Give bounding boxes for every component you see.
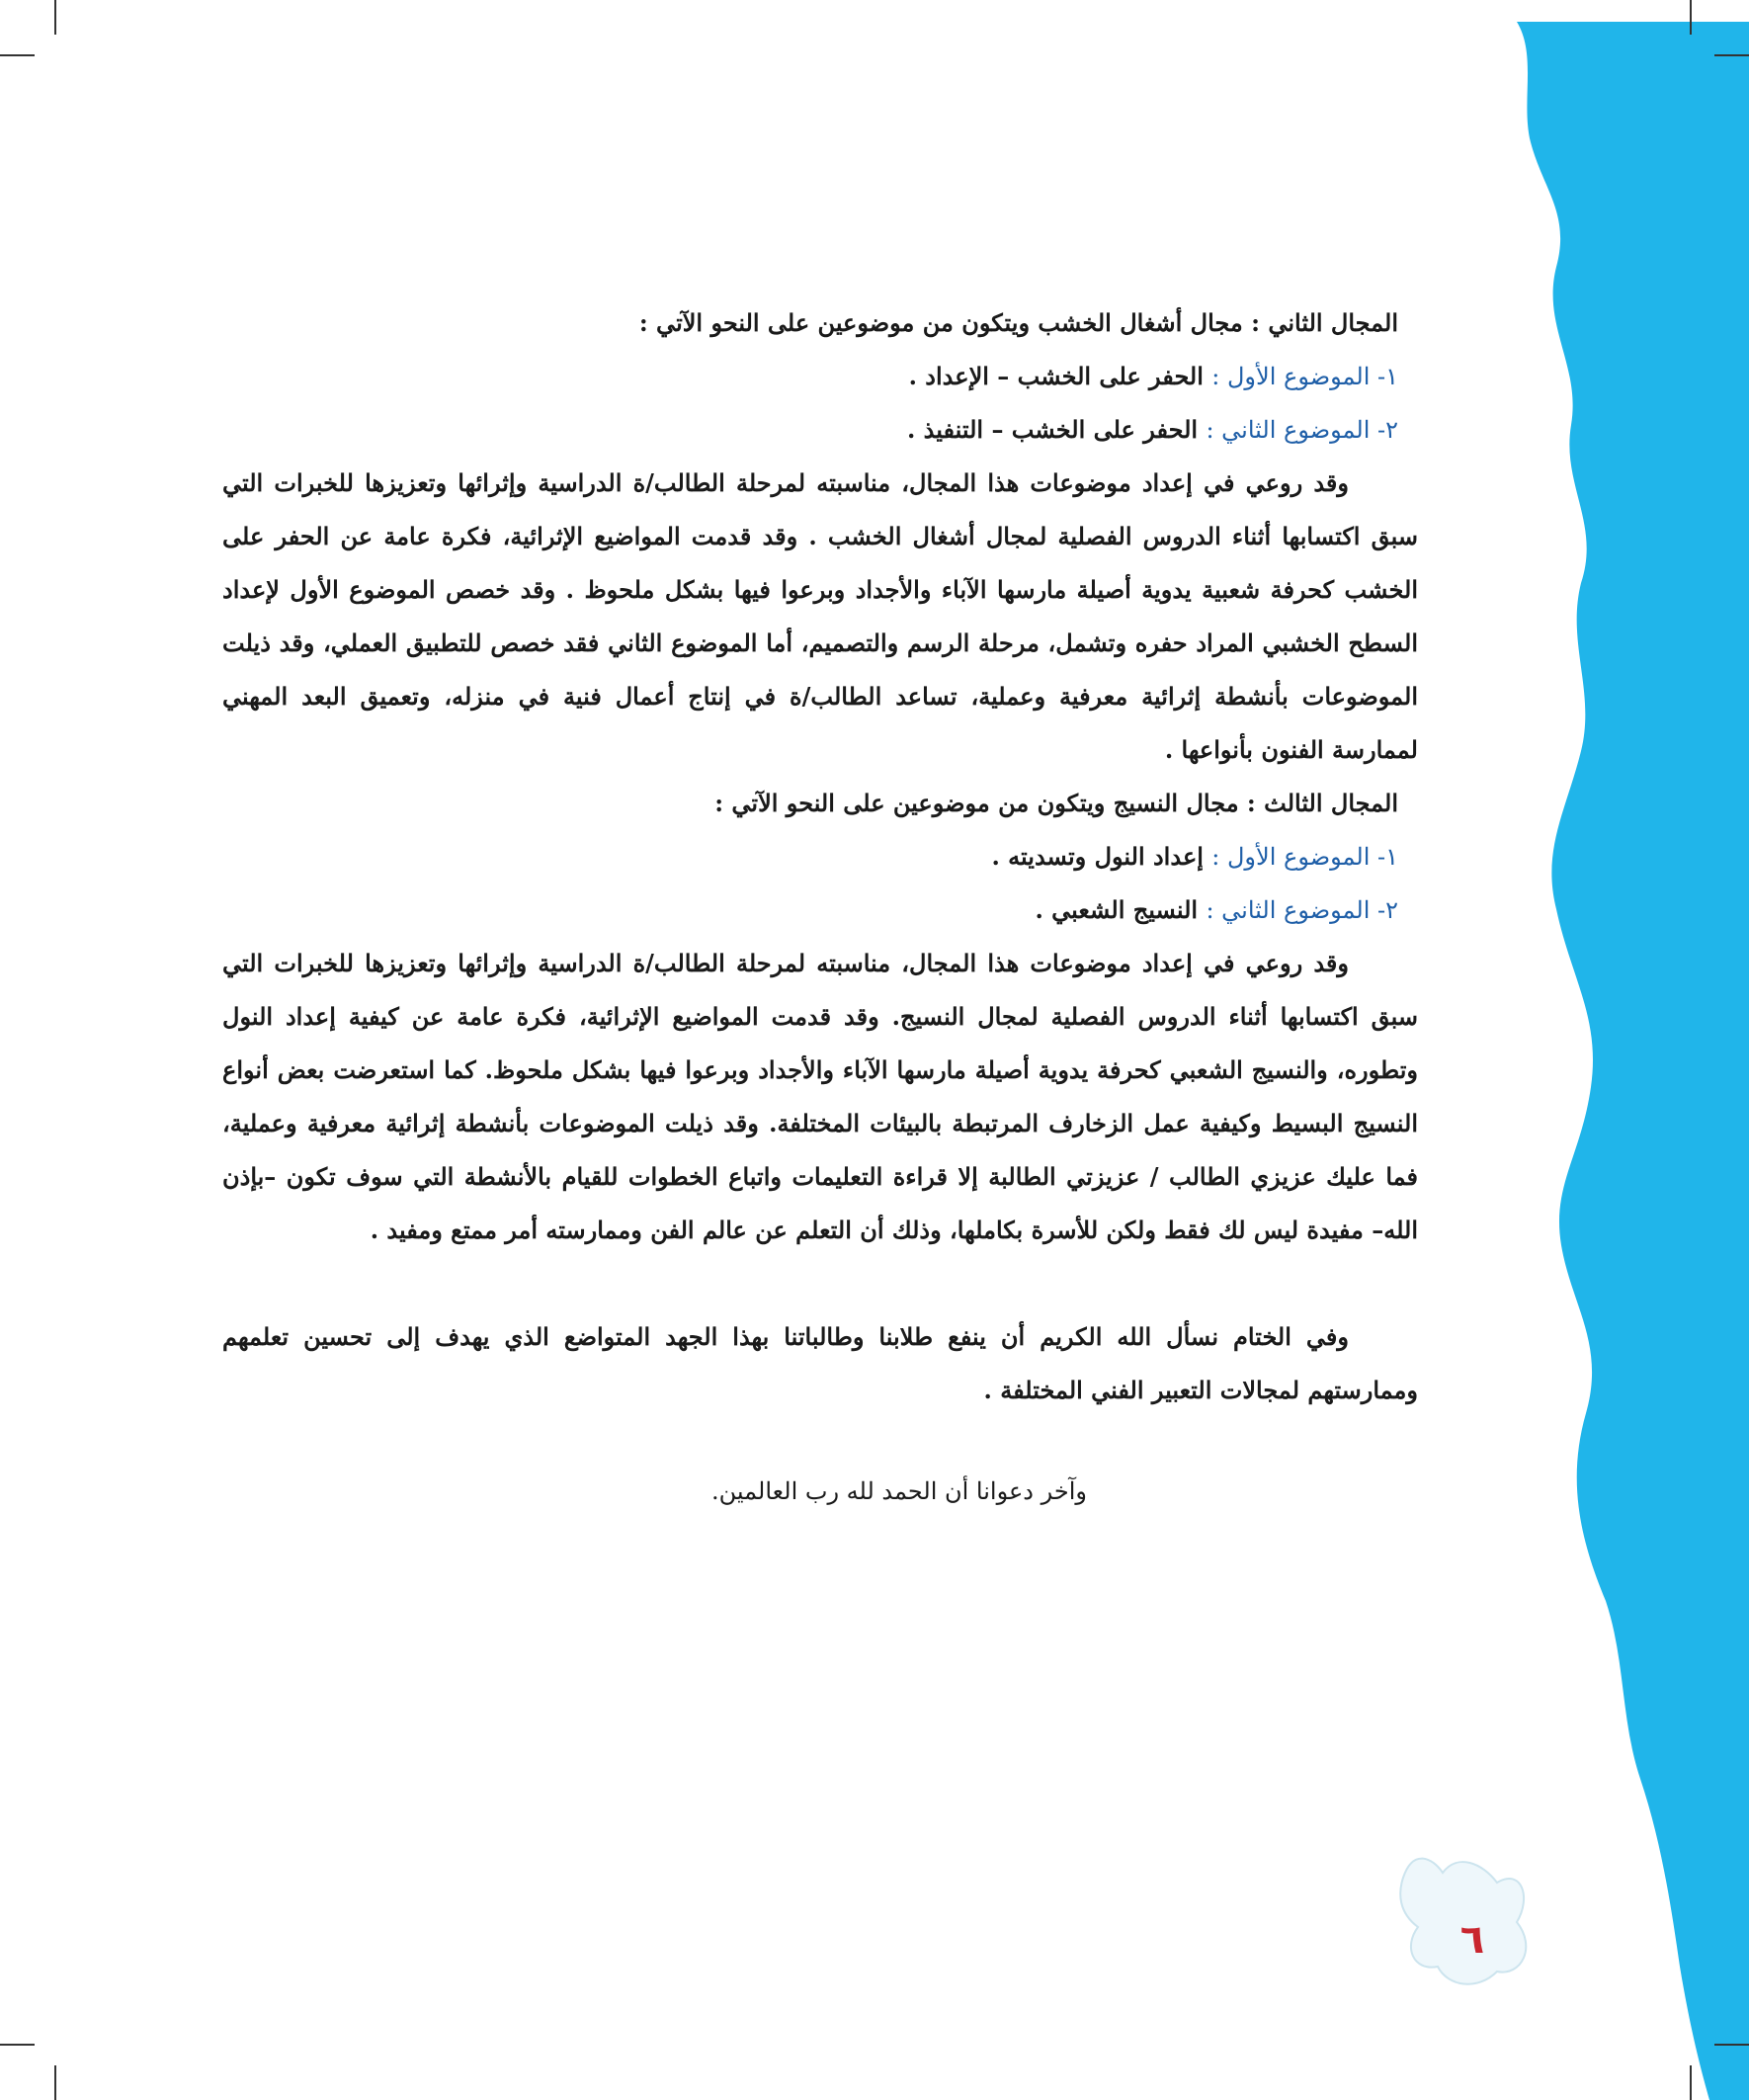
wood-section-intro: المجال الثاني : مجال أشغال الخشب ويتكون من موضوعين على النحو الآتي : <box>638 308 1398 337</box>
weaving-section-intro: المجال الثالث : مجال النسيج ويتكون من موضوعين على النحو الآتي : <box>714 789 1398 817</box>
crop-mark <box>1714 2044 1749 2046</box>
topic-label: ٢- الموضوع الثاني : <box>1206 896 1398 924</box>
topic-text: إعداد النول وتسديته . <box>991 842 1212 871</box>
page-number: ٦ <box>1459 1917 1485 1963</box>
topic-label: ١- الموضوع الأول : <box>1211 363 1398 390</box>
wood-topic-1 <box>222 350 1418 403</box>
crop-mark <box>1690 2065 1692 2100</box>
crop-mark <box>1690 0 1692 35</box>
topic-text: الحفر على الخشب – الإعداد . <box>908 362 1212 390</box>
wood-topic-2 <box>222 403 1418 457</box>
crop-mark <box>54 0 56 35</box>
topic-label: ٢- الموضوع الثاني : <box>1206 416 1398 444</box>
wood-section-paragraph: وقد روعي في إعداد موضوعات هذا المجال، مناسبته لمرحلة الطالب/ة الدراسية وإثرائها وتعزيزها للخبرات التي سبق اكتسابها أثناء الدروس الفصلية لمجال أشغال الخشب . وقد قدمت المواضيع الإثرائية، فكرة عامة عن الحفر على الخشب كحرفة شعبية يدوية أصيلة مارسها الآباء والأجداد وبرعوا فيها بشكل ملحوظ . وقد خصص الموضوع الأول لإعداد السطح الخشبي المراد حفره وتشمل، مرحلة الرسم والتصميم، أما الموضوع الثاني فقد خصص للتطبيق العملي، وقد ذيلت الموضوعات بأنشطة إثرائية معرفية وعملية، تساعد الطالب/ة في إنتاج أعمال فنية في منزله، وتعميق البعد المهني لممارسة الفنون بأنواعها . <box>222 468 1418 764</box>
page-content <box>222 296 1418 1518</box>
crop-mark <box>1714 54 1749 56</box>
weaving-topic-2 <box>222 883 1418 937</box>
weaving-topic-1 <box>222 830 1418 883</box>
blue-edge-decoration <box>1517 22 1749 2100</box>
crop-mark <box>0 54 35 56</box>
topic-text: النسيج الشعبي . <box>1035 895 1207 924</box>
spacer <box>222 1257 1418 1310</box>
weaving-section-paragraph: وقد روعي في إعداد موضوعات هذا المجال، مناسبته لمرحلة الطالب/ة الدراسية وإثرائها وتعزيزها للخبرات التي سبق اكتسابها أثناء الدروس الفصلية لمجال النسيج. وقد قدمت المواضيع الإثرائية، فكرة عامة عن كيفية إعداد النول وتطوره، والنسيج الشعبي كحرفة يدوية أصيلة مارسها الآباء والأجداد وبرعوا فيها بشكل ملحوظ. كما استعرضت بعض أنواع النسيج البسيط وكيفية عمل الزخارف المرتبطة بالبيئات المختلفة. وقد ذيلت الموضوعات بأنشطة إثرائية معرفية وعملية، فما عليك عزيزي الطالب / عزيزتي الطالبة إلا قراءة التعليمات واتباع الخطوات للقيام بالأنشطة التي سوف تكون –بإذن الله– مفيدة ليس لك فقط ولكن للأسرة بكاملها، وذلك أن التعلم عن عالم الفن وممارسته أمر ممتع ومفيد . <box>222 949 1418 1244</box>
crop-mark <box>0 2044 35 2046</box>
topic-text: الحفر على الخشب – التنفيذ . <box>906 415 1207 444</box>
topic-label: ١- الموضوع الأول : <box>1211 843 1398 871</box>
conclusion-paragraph: وفي الختام نسأل الله الكريم أن ينفع طلابنا وطالباتنا بهذا الجهد المتواضع الذي يهدف إلى تحسين تعلمهم وممارستهم لمجالات التعبير الفني المختلفة . <box>222 1322 1418 1404</box>
crop-mark <box>54 2065 56 2100</box>
closing-line: وآخر دعوانا أن الحمد لله رب العالمين. <box>711 1477 1087 1505</box>
